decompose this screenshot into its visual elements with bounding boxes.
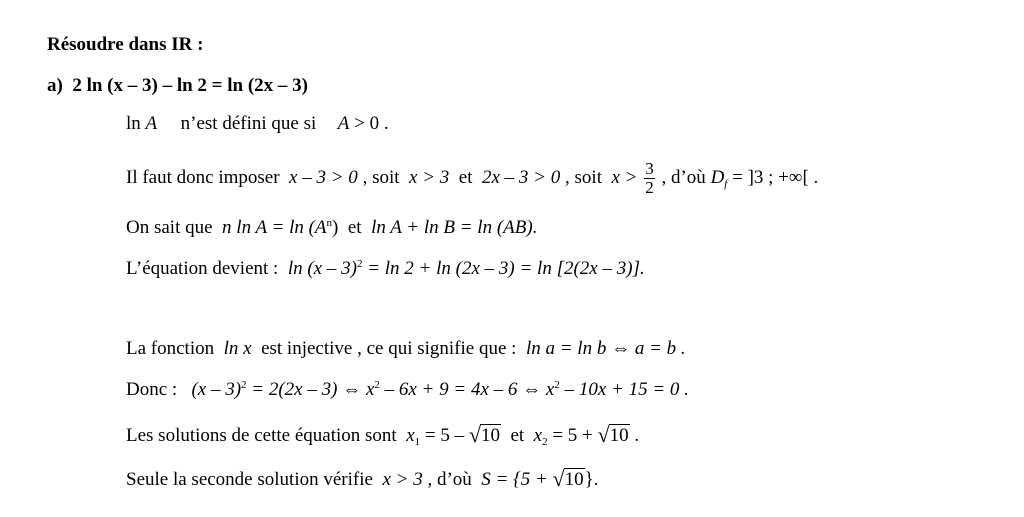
part-a-label: a) (47, 75, 63, 96)
quad-part-4: – 10x + 15 = 0 . (564, 379, 689, 400)
dou-text-2: , d’où (427, 469, 472, 490)
fraction-denominator: 2 (645, 178, 654, 197)
solution-set-start: S = {5 + (481, 469, 548, 490)
injective-text: est injective , ce qui signifie que : (261, 338, 517, 359)
injective-line (126, 337, 686, 361)
equation-becomes-line (126, 257, 645, 281)
dou-text: , d’où (661, 166, 706, 188)
sqrt-radicand-3: 10 (564, 469, 584, 490)
definition-line (126, 112, 389, 136)
condition-2: x > 3 (409, 166, 450, 188)
solution-set-end: }. (584, 469, 599, 490)
domain-line (126, 160, 818, 197)
x1-value: = 5 – (424, 425, 465, 446)
x2-value: = 5 + (552, 425, 593, 446)
quad-exp-2: 2 (374, 379, 380, 391)
et-text: et (458, 166, 473, 188)
rules-intro: On sait que (126, 217, 213, 238)
fraction-numerator: 3 (645, 159, 654, 178)
equation: 2 ln (x – 3) – ln 2 = ln (2x – 3) (72, 75, 309, 96)
quad-exp-3: 2 (554, 379, 560, 391)
becomes-rhs: = ln 2 + ln (2x – 3) = ln [2(2x – 3)]. (367, 258, 645, 279)
condition-1: x – 3 > 0 (289, 166, 358, 188)
quad-part-2: = 2(2x – 3) ⇔ x (251, 379, 375, 400)
domain-value: = ]3 ; +∞[ . (732, 166, 819, 188)
sqrt-10-final: √10 (552, 466, 584, 491)
condition-text: > 0 . (354, 113, 389, 134)
soit-2: , soit (565, 166, 602, 188)
sqrt-radicand-1: 10 (480, 425, 500, 446)
solutions-intro: Les solutions de cette équation sont (126, 425, 397, 446)
becomes-exponent: 2 (356, 258, 363, 270)
condition-3: 2x – 3 > 0 (482, 166, 561, 188)
et-text-3: et (510, 425, 525, 446)
sqrt-radicand-2: 10 (609, 425, 629, 446)
sqrt-10-second: √10 (597, 422, 629, 447)
donc-text: Donc : (126, 379, 178, 400)
injective-equivalence: ln a = ln b ⇔ a = b . (525, 338, 686, 359)
solutions-end: . (634, 425, 640, 446)
rule-power-end: ) (332, 217, 339, 238)
ln-text: ln (126, 113, 141, 134)
injective-intro: La fonction (126, 338, 215, 359)
ln-x: ln x (223, 338, 252, 359)
solutions-line (126, 422, 639, 448)
soit-1: , soit (362, 166, 400, 188)
quad-part-1: (x – 3) (191, 379, 242, 400)
var-a-cond: A (337, 113, 350, 134)
quad-exp-1: 2 (241, 379, 247, 391)
quadratic-line (126, 378, 689, 402)
heading: Résoudre dans IR : (47, 34, 204, 55)
fraction-three-halves (644, 160, 655, 197)
final-intro: Seule la seconde solution vérifie (126, 469, 373, 490)
x1-subscript: 1 (414, 436, 421, 448)
x1-label: x (406, 425, 415, 446)
becomes-lhs: ln (x – 3) (287, 258, 357, 279)
becomes-intro: L’équation devient : (126, 258, 279, 279)
log-rules-line (126, 216, 537, 240)
part-a-equation (47, 74, 308, 98)
final-condition: x > 3 (382, 469, 423, 490)
var-a: A (145, 113, 158, 134)
x2-label: x (533, 425, 543, 446)
rule-power: n ln A = ln (A (222, 217, 327, 238)
domain-intro: Il faut donc imposer (126, 166, 280, 188)
x-gt: x > (611, 166, 638, 188)
rule-sum: ln A + ln B = ln (AB). (371, 217, 538, 238)
sqrt-10-first: √10 (468, 422, 500, 447)
et-text-2: et (347, 217, 362, 238)
definition-text: n’est défini que si (180, 113, 317, 134)
x2-subscript: 2 (542, 436, 548, 448)
domain-symbol: $D_f$ (710, 166, 728, 190)
rule-power-exponent: n (326, 217, 333, 229)
quad-part-3: – 6x + 9 = 4x – 6 ⇔ x (384, 379, 555, 400)
solution-set-line (126, 466, 598, 492)
